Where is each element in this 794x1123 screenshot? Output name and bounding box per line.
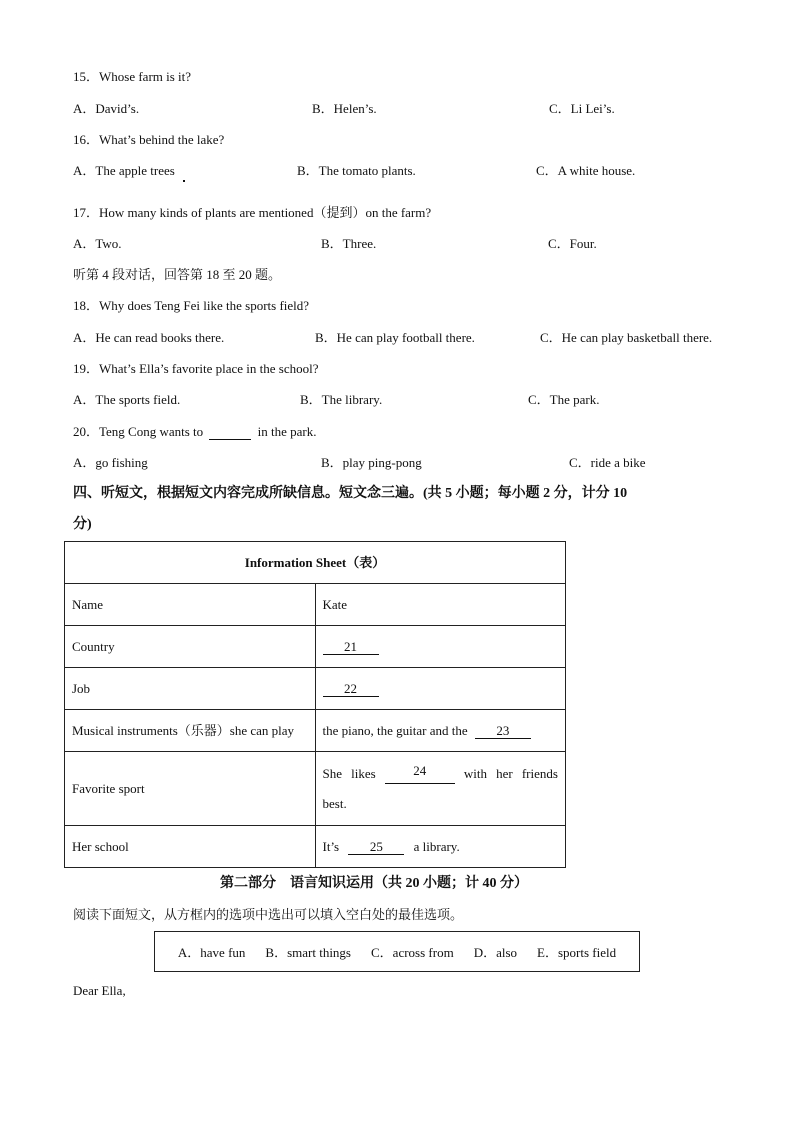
row-value-country (315, 626, 566, 668)
row-label-country: Country (65, 626, 316, 668)
question-19-option-a: A．The sports field. (73, 392, 181, 407)
question-18-option-c: C．He can play basketball there. (540, 330, 713, 345)
stray-dot-mark (183, 180, 185, 182)
blank-22: 22 (323, 682, 379, 697)
question-15-option-b: B．Helen’s. (312, 101, 377, 116)
question-15-option-c: C．Li Lei’s. (549, 101, 615, 116)
row-label-sport: Favorite sport (65, 752, 316, 826)
question-20-stem (73, 424, 317, 440)
question-16-stem: 16．What’s behind the lake? (73, 132, 225, 147)
question-20-option-b: B．play ping-pong (321, 455, 422, 470)
blank-25: 25 (348, 840, 404, 855)
information-sheet-table (64, 541, 566, 868)
sport-line-1 (323, 764, 559, 784)
question-18-stem: 18．Why does Teng Fei like the sports field? (73, 298, 310, 313)
part-two-heading: 第二部分 语言知识运用（共 20 小题；计 40 分） (220, 876, 528, 891)
question-17-option-b: B．Three. (321, 236, 377, 251)
sport-word-friends: friends (521, 765, 558, 781)
question-20-option-c: C．ride a bike (569, 455, 646, 470)
table-header-row (65, 542, 566, 584)
question-16-option-c: C．A white house. (536, 163, 636, 178)
question-18-option-b: B．He can play football there. (315, 330, 475, 345)
question-20-stem-suffix: in the park. (257, 424, 317, 439)
question-18-option-a: A．He can read books there. (73, 330, 225, 345)
table-row (65, 584, 566, 626)
sport-word-likes: likes (351, 765, 376, 781)
row-label-instruments: Musical instruments（乐器）she can play (65, 710, 316, 752)
word-option-e: E．sports field (537, 945, 617, 960)
school-suffix: a library. (413, 838, 460, 854)
question-17-option-a: A．Two. (73, 236, 122, 251)
question-20-option-a: A．go fishing (73, 455, 148, 470)
row-label-job: Job (65, 668, 316, 710)
word-option-a: A．have fun (177, 945, 246, 960)
blank-23: 23 (475, 724, 531, 739)
row-label-name: Name (65, 584, 316, 626)
row-value-school (315, 826, 566, 868)
question-19-option-c: C．The park. (528, 392, 600, 407)
word-option-b: B．smart things (265, 945, 351, 960)
question-17-stem: 17．How many kinds of plants are mentioned（提到）on the farm? (73, 205, 432, 220)
row-value-sport (315, 752, 566, 826)
row-value-instruments (315, 710, 566, 752)
part-four-heading-line-1: 四、听短文，根据短文内容完成所缺信息。短文念三遍。(共 5 小题；每小题 2 分，计分 10 (73, 486, 628, 501)
table-row (65, 668, 566, 710)
section-note-dialogue-4: 听第 4 段对话，回答第 18 至 20 题。 (73, 267, 282, 282)
question-15-option-a: A．David’s. (73, 101, 140, 116)
question-16-option-b: B．The tomato plants. (297, 163, 416, 178)
row-value-job (315, 668, 566, 710)
question-20-blank (209, 425, 251, 440)
table-row (65, 752, 566, 826)
question-19-stem: 19．What’s Ella’s favorite place in the school? (73, 361, 319, 376)
part-four-heading-line-2: 分) (73, 517, 92, 532)
information-sheet-title: Information Sheet（表） (65, 542, 566, 584)
part-two-instruction: 阅读下面短文，从方框内的选项中选出可以填入空白处的最佳选项。 (73, 907, 464, 922)
question-16-option-a: A．The apple trees (73, 163, 175, 178)
sport-word-with: with (463, 765, 488, 781)
question-20-stem-prefix: 20．Teng Cong wants to (73, 424, 204, 439)
table-row (65, 826, 566, 868)
table-row (65, 710, 566, 752)
word-option-d: D．also (473, 945, 518, 960)
blank-21: 21 (323, 640, 379, 655)
table-row (65, 626, 566, 668)
question-15-stem: 15．Whose farm is it? (73, 69, 192, 84)
sport-word-her: her (496, 765, 513, 781)
sport-line-2: best. (322, 795, 347, 811)
row-label-school: Her school (65, 826, 316, 868)
letter-greeting: Dear Ella, (73, 983, 126, 998)
school-prefix: It’s (322, 838, 340, 854)
sport-word-she: She (322, 765, 342, 781)
instruments-prefix: the piano, the guitar and the (322, 722, 468, 738)
word-options-box (154, 931, 640, 972)
word-option-c: C．across from (371, 945, 454, 960)
question-19-option-b: B．The library. (300, 392, 383, 407)
blank-24: 24 (385, 764, 455, 784)
question-17-option-c: C．Four. (548, 236, 597, 251)
row-value-name: Kate (315, 584, 566, 626)
